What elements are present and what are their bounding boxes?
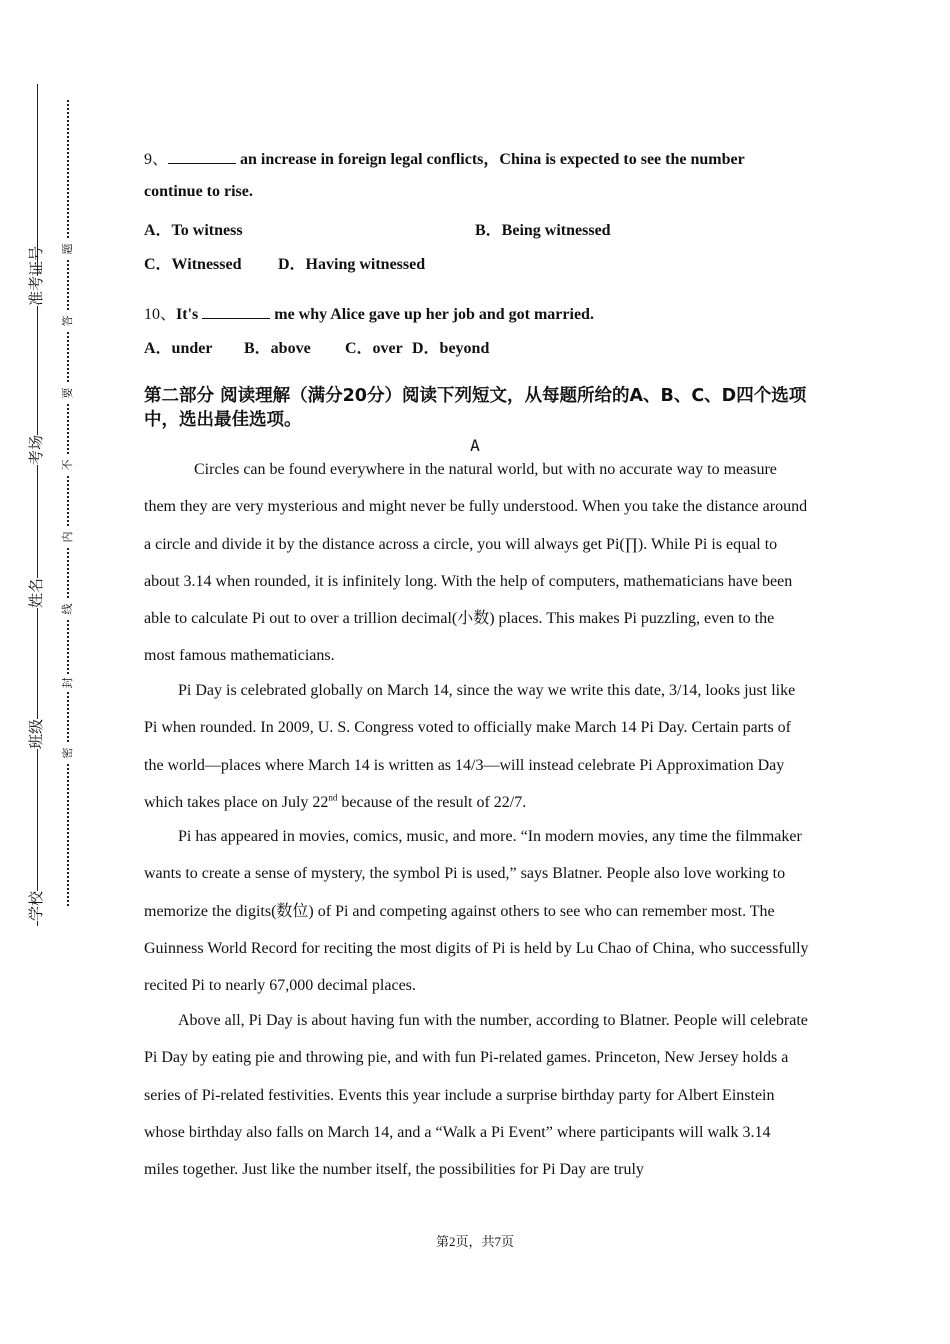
q10-option-c: C．over — [345, 340, 403, 357]
margin-label-exam-number: 准考证号 — [29, 245, 45, 306]
margin-cue-4: 不 — [61, 456, 75, 474]
question-9-line-1 — [144, 146, 745, 169]
margin-cue-8: 密 — [61, 744, 75, 762]
q10-option-d: D．beyond — [412, 340, 490, 357]
margin-label-name: 姓名 — [29, 577, 45, 608]
passage-title: A — [470, 436, 480, 455]
passage-paragraph-3: Pi has appeared in movies, comics, music, and more. “In modern movies, any time the filmmaker wants to create a sense of mystery, the symbol Pi is used,” says Blatner. People also love working to memorize the digits(数位) of Pi and competing against others to see who can remember most. The Guinness World Record for reciting the most digits of Pi is held by Lu Chao of China, who successfully recited Pi to nearly 67,000 decimal places. — [144, 828, 809, 995]
answer-blank — [202, 304, 270, 319]
margin-label-exam-room: 考场 — [29, 434, 45, 465]
question-10 — [144, 301, 594, 324]
q9-option-c: C．Witnessed — [144, 256, 242, 273]
paragraph-2-text: Pi Day is celebrated globally on March 14, since the way we write this date, 3/14, looks just like Pi when rounded. In 2009, U. S. Congress voted to officially make March 14 Pi Day. Certain parts of the world—places where March 14 is written as 14/3—will instead celebrate Pi Approximation Day which takes place on July 22 — [144, 682, 796, 811]
margin-dotted-line — [67, 100, 69, 906]
question-9-stem: an increase in foreign legal conflicts，China is expected to see the number — [240, 151, 745, 168]
answer-blank — [168, 149, 236, 164]
passage-paragraph-2 — [144, 672, 809, 821]
paragraph-2-end: because of the result of 22/7. — [337, 793, 527, 811]
section-heading: 第二部分 阅读理解（满分20分）阅读下列短文，从每题所给的A、B、C、D四个选项中，选出最佳选项。 — [144, 386, 807, 430]
ordinal-suffix: nd — [328, 792, 338, 803]
question-10-number: 10、 — [144, 306, 177, 323]
margin-label-class: 班级 — [29, 718, 45, 749]
margin-cue-5: 内 — [61, 528, 75, 546]
passage-paragraph-1: Circles can be found everywhere in the natural world, but with no accurate way to measure them they are very mysterious and might never be fully understood. When you take the distance around a circle and divide it by the distance across a circle, you will always get Pi(∏). While Pi is equal to about 3.14 when rounded, it is infinitely long. With the help of computers, mathematicians have been able to calculate Pi out to over a trillion decimal(小数) places. This makes Pi puzzling, even to the most famous mathematicians. — [144, 461, 808, 665]
q10-option-a: A．under — [144, 340, 213, 357]
passage-paragraph-4: Above all, Pi Day is about having fun with the number, according to Blatner. People will celebrate Pi Day by eating pie and throwing pie, and with fun Pi-related games. Princeton, New Jersey holds a series of Pi-related festivities. Events this year include a surprise birthday party for Albert Einstein whose birthday also falls on March 14, and a “Walk a Pi Event” where participants will walk 3.14 miles together. Just like the number itself, the possibilities for Pi Day are truly — [144, 1012, 808, 1179]
margin-cue-1: 题 — [61, 240, 75, 258]
question-9-line-2: continue to rise. — [144, 183, 253, 200]
margin-cue-2: 答 — [61, 312, 75, 330]
question-10-stem-post: me why Alice gave up her job and got married. — [274, 306, 594, 323]
question-9-number: 9、 — [144, 151, 169, 168]
margin-cue-6: 线 — [61, 600, 75, 618]
q9-option-d: D．Having witnessed — [278, 256, 426, 273]
question-10-stem-pre: It's — [176, 306, 199, 323]
margin-cue-7: 封 — [61, 674, 75, 692]
q9-option-a: A．To witness — [144, 222, 243, 239]
q10-option-b: B．above — [244, 340, 311, 357]
q9-option-b: B．Being witnessed — [475, 222, 611, 239]
margin-label-school: 学校 — [29, 890, 45, 921]
margin-cue-3: 要 — [61, 384, 75, 402]
margin-solid-line — [37, 84, 38, 926]
page-number: 第2页，共7页 — [435, 1234, 514, 1249]
